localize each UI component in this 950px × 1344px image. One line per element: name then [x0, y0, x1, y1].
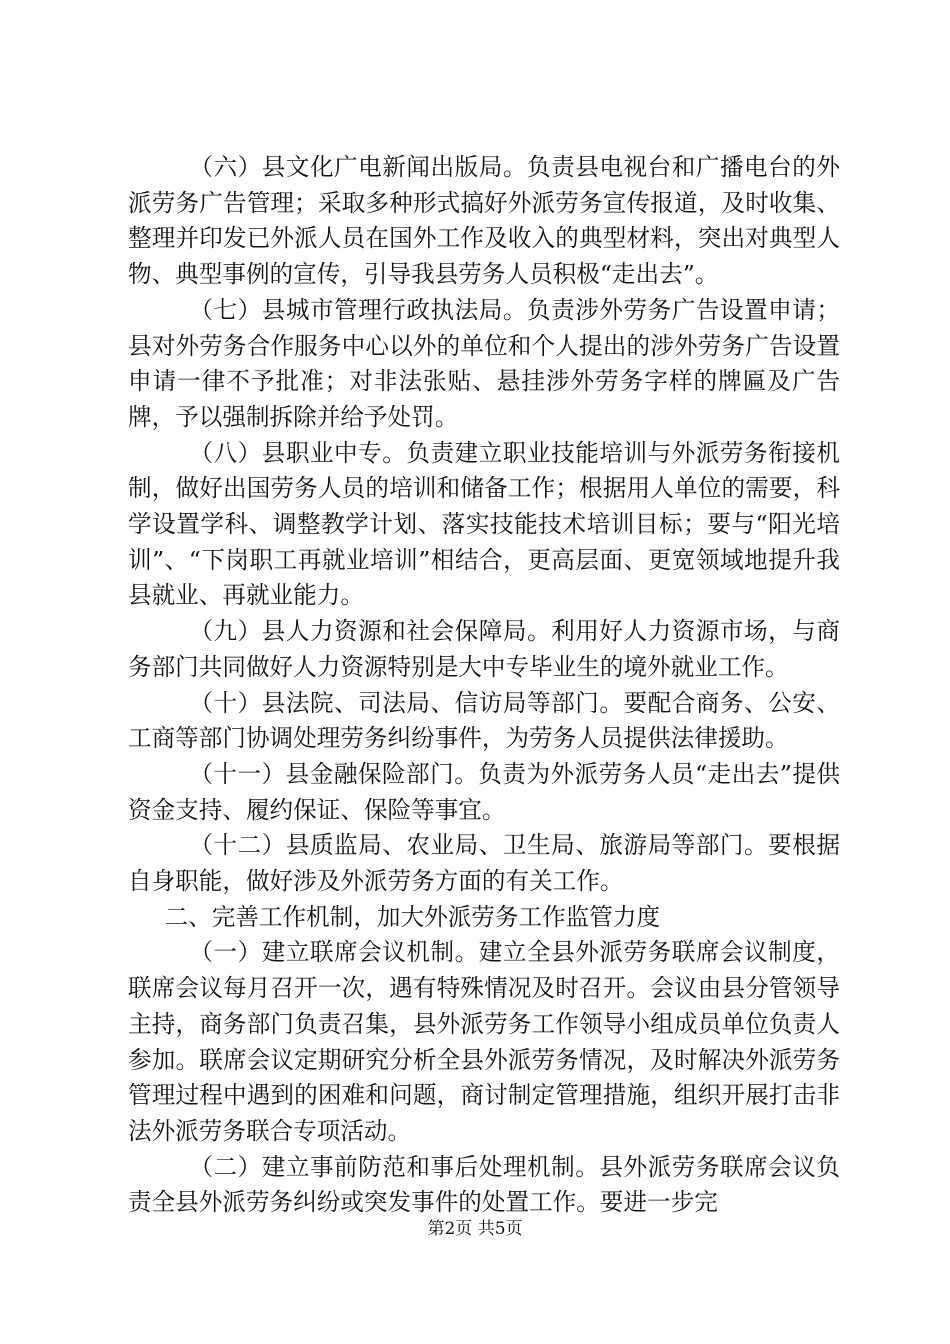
paragraph-item-11: （十一）县金融保险部门。负责为外派劳务人员“走出去”提供资金支持、履约保证、保险等事宜。	[128, 759, 840, 824]
page-number-footer: 第2页 共5页	[427, 1219, 523, 1239]
paragraph-item-8: （八）县职业中专。负责建立职业技能培训与外派劳务衔接机制，做好出国劳务人员的培训和储备工作；根据用人单位的需要，科学设置学科、调整教学计划、落实技能技术培训目标；要与“阳光培训”、“下岗职工再就业培训”相结合，更高层面、更宽领域地提升我县就业、再就业能力。	[128, 438, 840, 610]
paragraph-item-12: （十二）县质监局、农业局、卫生局、旅游局等部门。要根据自身职能，做好涉及外派劳务方面的有关工作。	[128, 831, 840, 896]
document-body	[128, 150, 840, 1221]
paragraph-item-10: （十）县法院、司法局、信访局等部门。要配合商务、公安、工商等部门协调处理劳务纠纷事件，为劳务人员提供法律援助。	[128, 688, 840, 753]
paragraph-section2-item-1: （一）建立联席会议机制。建立全县外派劳务联席会议制度，联席会议每月召开一次，遇有特殊情况及时召开。会议由县分管领导主持，商务部门负责召集，县外派劳务工作领导小组成员单位负责人参加。联席会议定期研究分析全县外派劳务情况，及时解决外派劳务管理过程中遇到的困难和问题，商讨制定管理措施，组织开展打击非法外派劳务联合专项活动。	[128, 938, 840, 1145]
paragraph-item-6: （六）县文化广电新闻出版局。负责县电视台和广播电台的外派劳务广告管理；采取多种形式搞好外派劳务宣传报道，及时收集、整理并印发已外派人员在国外工作及收入的典型材料，突出对典型人物、典型事例的宣传，引导我县劳务人员积极“走出去”。	[128, 153, 840, 289]
section-heading: 二、完善工作机制，加大外派劳务工作监管力度	[164, 902, 661, 931]
paragraph-item-9: （九）县人力资源和社会保障局。利用好人力资源市场，与商务部门共同做好人力资源特别是大中专毕业生的境外就业工作。	[128, 617, 840, 681]
paragraph-section2-item-2: （二）建立事前防范和事后处理机制。县外派劳务联席会议负责全县外派劳务纠纷或突发事件的处置工作。要进一步完	[128, 1152, 840, 1217]
paragraph-item-7: （七）县城市管理行政执法局。负责涉外劳务广告设置申请；县对外劳务合作服务中心以外的单位和个人提出的涉外劳务广告设置申请一律不予批准；对非法张贴、悬挂涉外劳务字样的牌匾及广告牌，予以强制拆除并给予处罚。	[128, 295, 840, 431]
